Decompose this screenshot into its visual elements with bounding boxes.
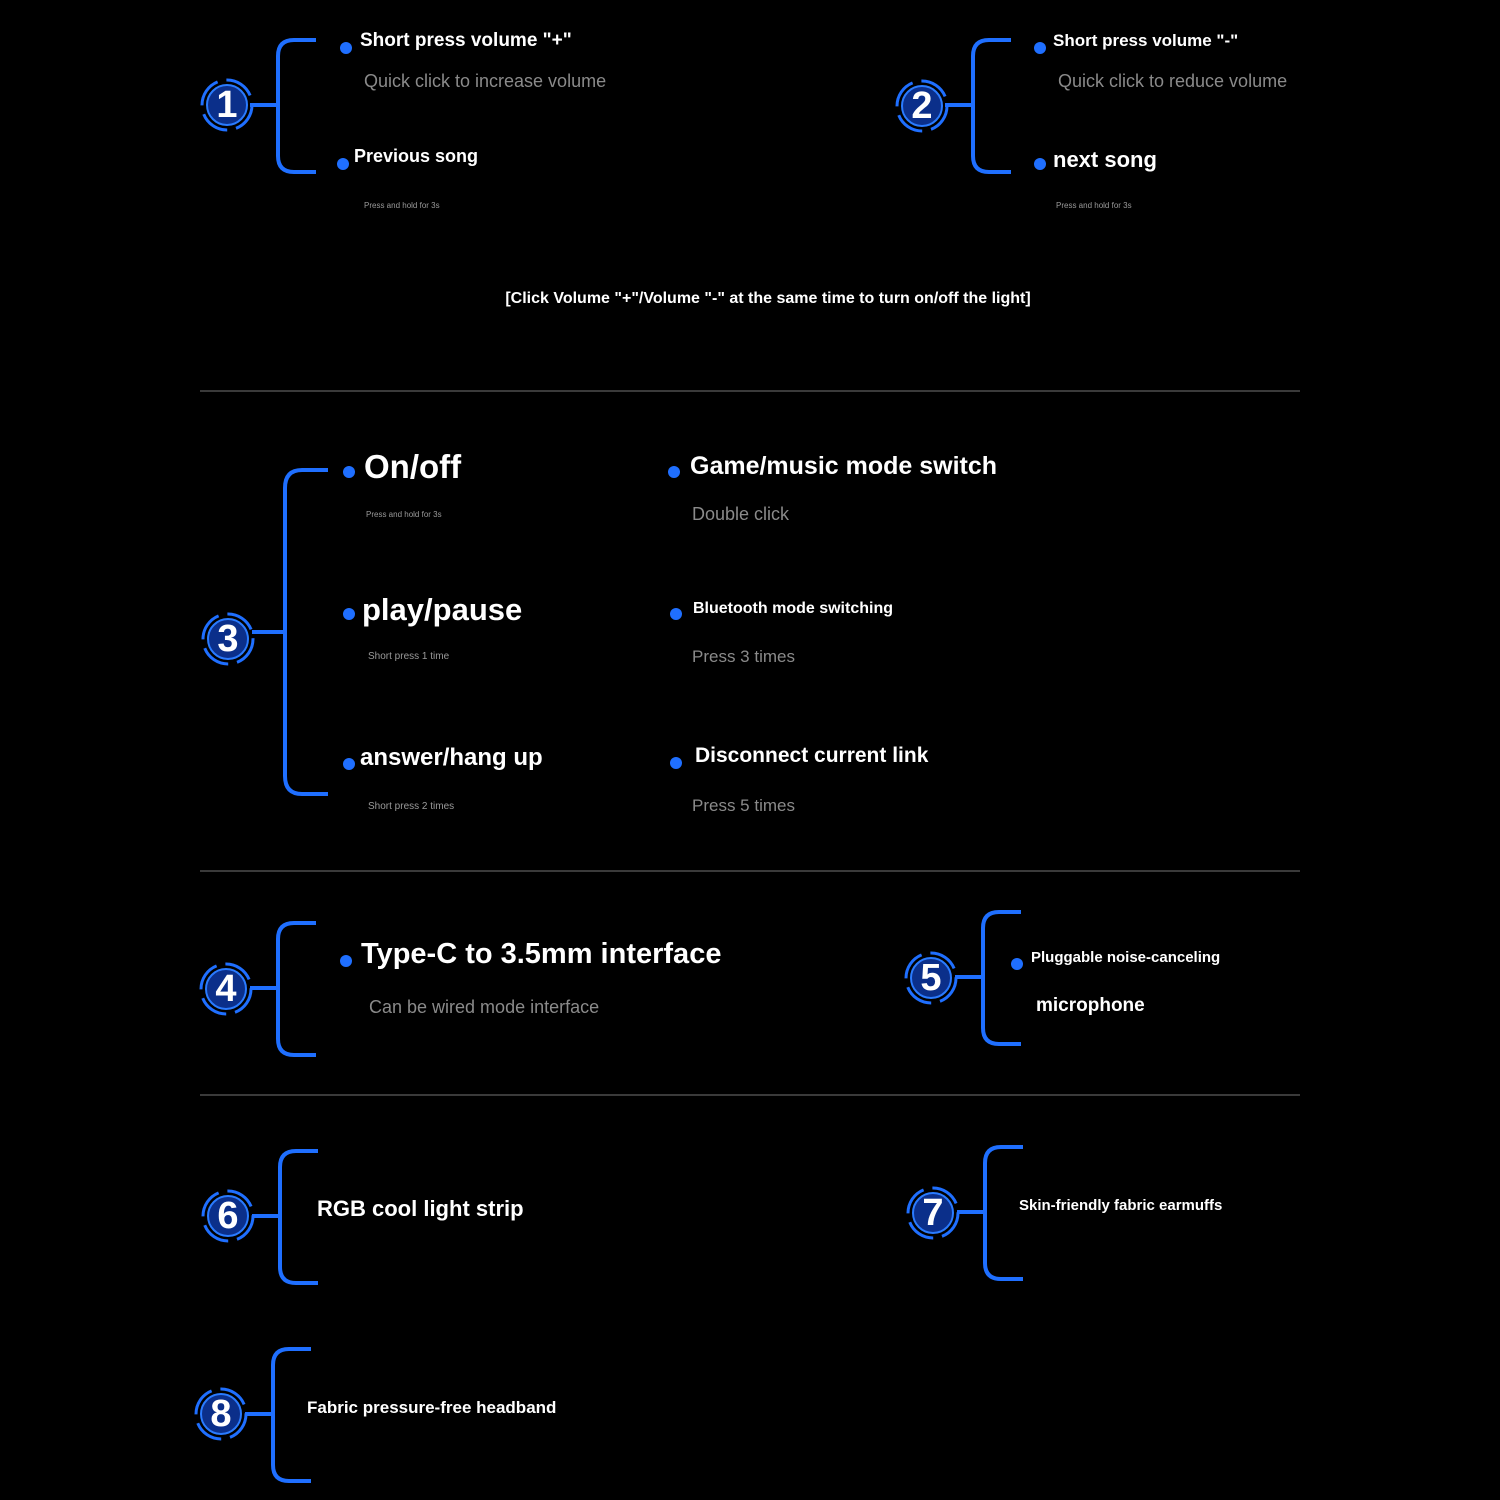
light-toggle-note: [Click Volume "+"/Volume "-" at the same time to turn on/off the light]: [505, 290, 1031, 307]
bullet-dot: [340, 42, 352, 54]
bt-mode-desc: Press 3 times: [692, 647, 795, 666]
vol-minus-title: Short press volume "-": [1053, 31, 1239, 50]
badge-5: [903, 950, 959, 1006]
mic-line-2: microphone: [1036, 995, 1145, 1016]
play-pause-desc: Short press 1 time: [368, 651, 450, 662]
divider: [200, 390, 1300, 392]
vol-plus-desc: Quick click to increase volume: [364, 71, 607, 91]
next-song-title: next song: [1053, 147, 1157, 172]
typec-desc: Can be wired mode interface: [369, 997, 600, 1017]
vol-plus-title: Short press volume "+": [360, 30, 572, 51]
badge-2: [894, 78, 950, 134]
bullet-dot: [1011, 958, 1023, 970]
divider: [200, 870, 1300, 872]
badge-1: [199, 77, 255, 133]
bullet-dot: [668, 466, 680, 478]
bullet-dot: [1034, 42, 1046, 54]
bracket-4: [250, 921, 320, 1057]
bracket-6: [252, 1149, 322, 1285]
divider: [200, 1094, 1300, 1096]
badge-7: [905, 1185, 961, 1241]
answer-desc: Short press 2 times: [368, 801, 455, 812]
bracket-2: [945, 38, 1015, 173]
badge-number: 2: [911, 85, 933, 127]
typec-title: Type-C to 3.5mm interface: [361, 938, 722, 970]
badge-number: 4: [215, 968, 237, 1010]
bracket-3: [252, 468, 332, 798]
bullet-dot: [343, 758, 355, 770]
onoff-title: On/off: [364, 448, 462, 485]
disconnect-desc: Press 5 times: [692, 796, 795, 815]
bracket-7: [957, 1145, 1027, 1281]
bt-mode-title: Bluetooth mode switching: [693, 600, 893, 617]
bullet-dot: [337, 158, 349, 170]
badge-4: [198, 961, 254, 1017]
vol-minus-desc: Quick click to reduce volume: [1058, 71, 1288, 91]
rgb-strip-title: RGB cool light strip: [317, 1196, 524, 1221]
bullet-dot: [340, 955, 352, 967]
bullet-dot: [343, 466, 355, 478]
mic-line-1: Pluggable noise-canceling: [1031, 949, 1221, 966]
bullet-dot: [343, 608, 355, 620]
badge-number: 5: [920, 957, 942, 999]
headband-title: Fabric pressure-free headband: [307, 1398, 557, 1417]
bracket-8: [245, 1347, 315, 1483]
answer-title: answer/hang up: [360, 744, 543, 771]
badge-3: [200, 611, 256, 667]
bullet-dot: [670, 608, 682, 620]
disconnect-title: Disconnect current link: [695, 744, 929, 767]
prev-song-desc: Press and hold for 3s: [364, 201, 440, 210]
earmuffs-title: Skin-friendly fabric earmuffs: [1019, 1197, 1223, 1214]
bullet-dot: [1034, 158, 1046, 170]
badge-6: [200, 1188, 256, 1244]
bracket-1: [250, 38, 320, 173]
game-mode-title: Game/music mode switch: [690, 452, 998, 480]
badge-number: 3: [217, 618, 239, 660]
bullet-dot: [670, 757, 682, 769]
next-song-desc: Press and hold for 3s: [1056, 201, 1132, 210]
badge-number: 8: [210, 1393, 232, 1435]
onoff-desc: Press and hold for 3s: [366, 510, 442, 519]
badge-8: [193, 1386, 249, 1442]
game-mode-desc: Double click: [692, 504, 790, 524]
badge-number: 6: [217, 1195, 239, 1237]
badge-number: 1: [216, 84, 238, 126]
prev-song-title: Previous song: [354, 146, 479, 166]
badge-number: 7: [922, 1192, 944, 1234]
bracket-5: [955, 910, 1025, 1046]
play-pause-title: play/pause: [362, 592, 523, 627]
